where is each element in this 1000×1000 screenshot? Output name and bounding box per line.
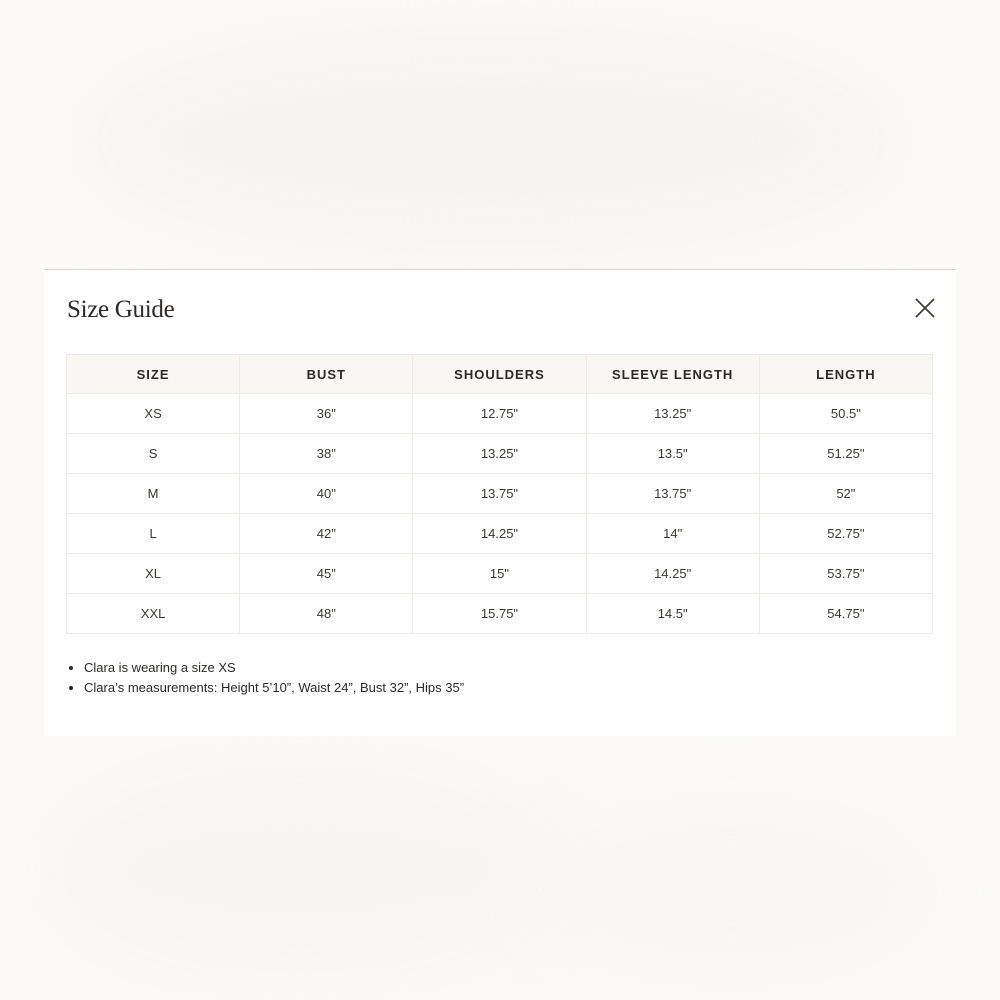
table-cell: 38": [240, 434, 413, 474]
table-cell: 51.25": [759, 434, 932, 474]
table-cell: 52": [759, 474, 932, 514]
table-cell: 36": [240, 394, 413, 434]
table-cell: 14.5": [586, 594, 759, 634]
column-header-bust: BUST: [240, 355, 413, 394]
table-row: [67, 474, 933, 514]
table-header-row: [67, 355, 933, 394]
close-button[interactable]: [912, 295, 938, 321]
table-cell: 42": [240, 514, 413, 554]
table-cell: L: [67, 514, 240, 554]
background-blur: [520, 800, 940, 980]
model-notes: [66, 658, 464, 698]
table-cell: 13.75": [413, 474, 586, 514]
table-cell: 53.75": [759, 554, 932, 594]
table-row: [67, 594, 933, 634]
table-cell: S: [67, 434, 240, 474]
table-cell: 50.5": [759, 394, 932, 434]
size-table: [66, 354, 933, 634]
table-cell: 13.5": [586, 434, 759, 474]
column-header-shoulders: SHOULDERS: [413, 355, 586, 394]
table-cell: XS: [67, 394, 240, 434]
column-header-sleeve-length: SLEEVE LENGTH: [586, 355, 759, 394]
table-cell: 15": [413, 554, 586, 594]
table-cell: XL: [67, 554, 240, 594]
size-guide-modal: [44, 269, 956, 736]
column-header-size: SIZE: [67, 355, 240, 394]
table-cell: XXL: [67, 594, 240, 634]
table-cell: 14": [586, 514, 759, 554]
table-cell: 15.75": [413, 594, 586, 634]
close-icon: [912, 295, 938, 321]
modal-title: Size Guide: [67, 296, 175, 323]
table-cell: 54.75": [759, 594, 932, 634]
background-blur: [40, 760, 560, 980]
table-cell: 14.25": [413, 514, 586, 554]
table-cell: 40": [240, 474, 413, 514]
table-cell: 45": [240, 554, 413, 594]
table-row: [67, 434, 933, 474]
table-row: [67, 514, 933, 554]
table-cell: 14.25": [586, 554, 759, 594]
table-cell: 13.25": [413, 434, 586, 474]
list-item: • Clara’s measurements: Height 5’10”, Waist 24”, Bust 32”, Hips 35”: [84, 678, 464, 698]
table-cell: 13.25": [586, 394, 759, 434]
table-cell: 12.75": [413, 394, 586, 434]
table-row: [67, 554, 933, 594]
list-item: • Clara is wearing a size XS: [84, 658, 464, 678]
table-cell: 13.75": [586, 474, 759, 514]
table-row: [67, 394, 933, 434]
table-cell: M: [67, 474, 240, 514]
table-cell: 52.75": [759, 514, 932, 554]
table-cell: 48": [240, 594, 413, 634]
background-blur: [80, 30, 900, 250]
column-header-length: LENGTH: [759, 355, 932, 394]
